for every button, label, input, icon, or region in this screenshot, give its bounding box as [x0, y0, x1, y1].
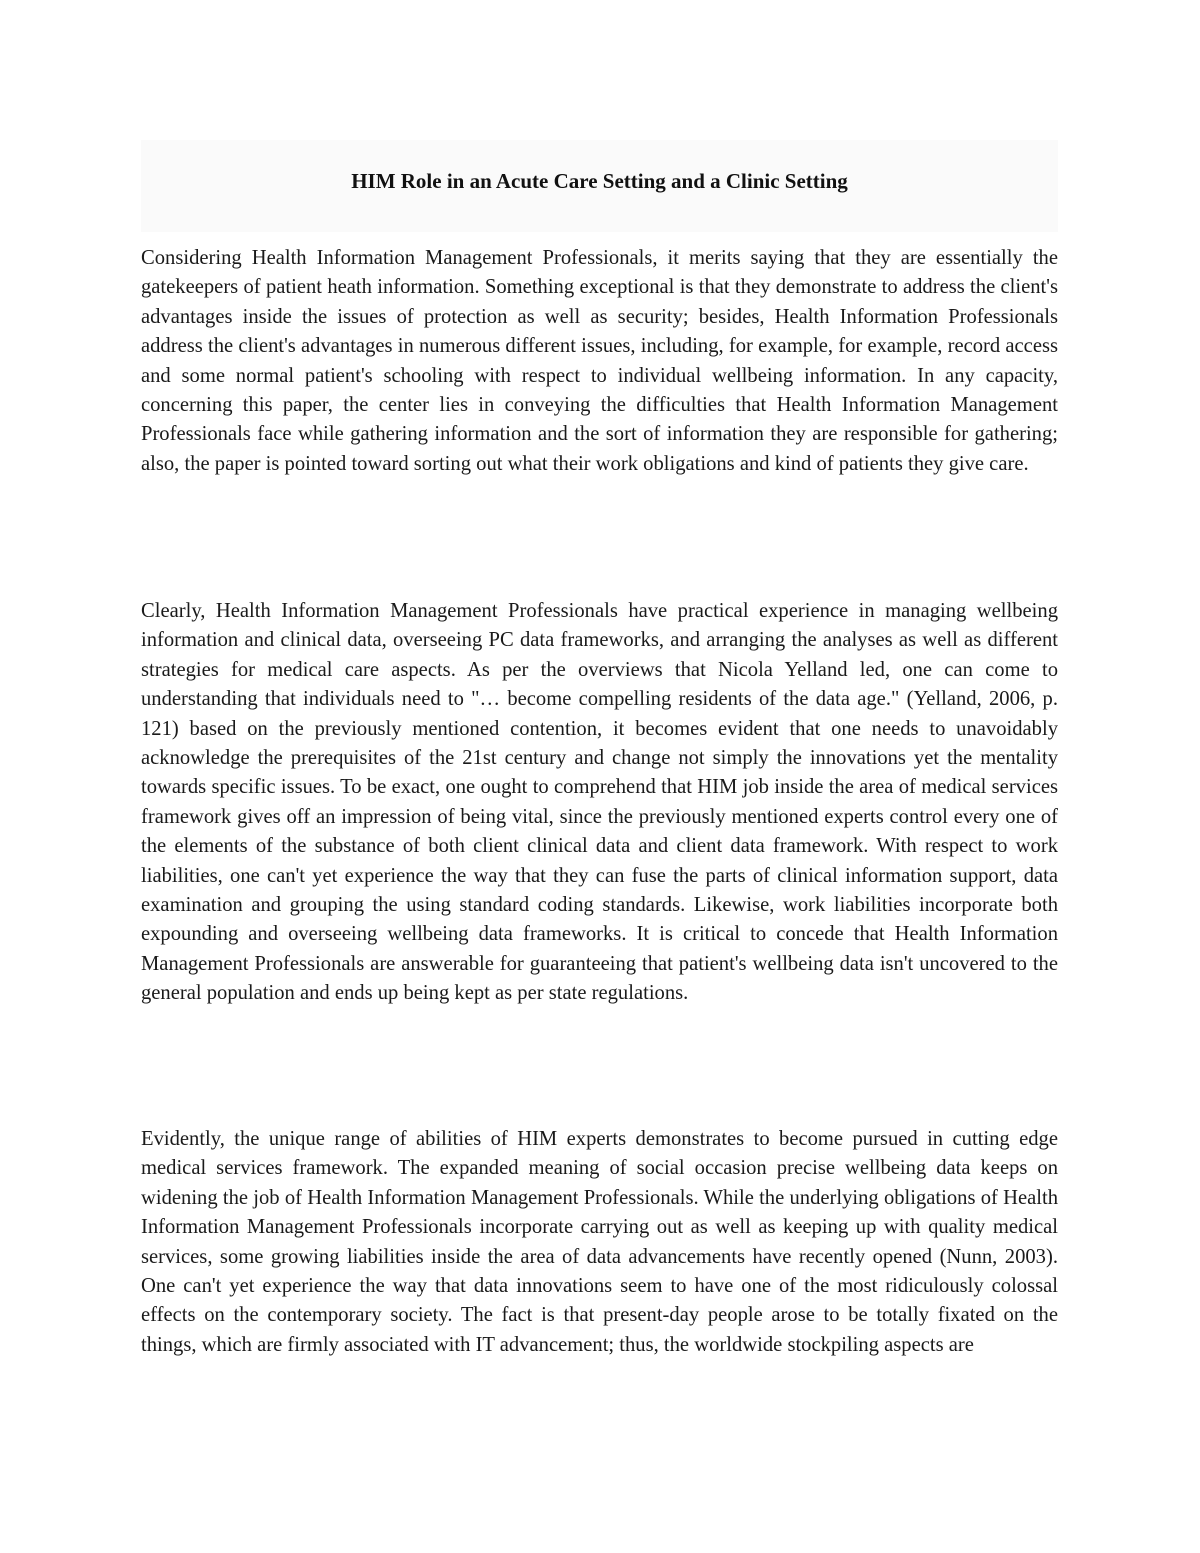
paragraph-3: Evidently, the unique range of abilities of HIM experts demonstrates to become pursued in cutting edge medical services framework. The expanded meaning of social occasion precise wellbeing data keeps on widening the job of Health Information Management Professionals. While the underlying obligations of Health Information Management Professionals incorporate carrying out as well as keeping up with quality medical services, some growing liabilities inside the area of data advancements have recently opened (Nunn, 2003). One can't yet experience the way that data innovations seem to have one of the most ridiculously colossal effects on the contemporary society. The fact is that present-day people arose to be totally fixated on the things, which are firmly associated with IT advancement; thus, the worldwide stockpiling aspects are — [141, 1128, 1058, 1356]
document-title: HIM Role in an Acute Care Setting and a Clinic Setting — [351, 169, 848, 193]
paragraph-2: Clearly, Health Information Management Professionals have practical experience in managing wellbeing information and clinical data, overseeing PC data frameworks, and arranging the analyses as well as different strategies for medical care aspects. As per the overviews that Nicola Yelland led, one can come to understanding that individuals need to "… become compelling residents of the data age." (Yelland, 2006, p. 121) based on the previously mentioned contention, it becomes evident that one needs to unavoidably acknowledge the prerequisites of the 21st century and change not simply the innovations yet the mentality towards specific issues. To be exact, one ought to comprehend that HIM job inside the area of medical services framework gives off an impression of being vital, since the previously mentioned experts control every one of the elements of the substance of both client clinical data and client data framework. With respect to work liabilities, one can't yet experience the way that they can fuse the parts of clinical information support, data examination and grouping the using standard coding standards. Likewise, work liabilities incorporate both expounding and overseeing wellbeing data frameworks. It is critical to concede that Health Information Management Professionals are answerable for guaranteeing that patient's wellbeing data isn't uncovered to the general population and ends up being kept as per state regulations. — [141, 600, 1058, 1005]
paragraph-1: Considering Health Information Management Professionals, it merits saying that they are essentially the gatekeepers of patient heath information. Something exceptional is that they demonstrate to address the client's advantages inside the issues of protection as well as security; besides, Health Information Professionals address the client's advantages in numerous different issues, including, for example, for example, record access and some normal patient's schooling with respect to individual wellbeing information. In any capacity, concerning this paper, the center lies in conveying the difficulties that Health Information Management Professionals face while gathering information and the sort of information they are responsible for gathering; also, the paper is pointed toward sorting out what their work obligations and kind of patients they give care. — [141, 247, 1058, 475]
